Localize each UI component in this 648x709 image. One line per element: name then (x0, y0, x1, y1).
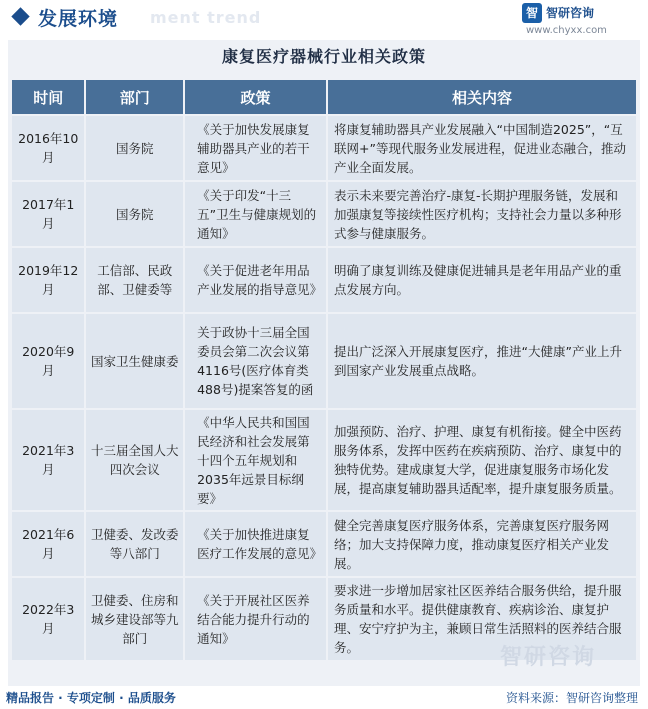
brand-url: www.chyxx.com (526, 25, 607, 36)
brand-logo-icon: 智 (522, 3, 542, 23)
table-row (12, 314, 636, 408)
section-title: 发展环境 (38, 8, 119, 30)
cell-content: 提出广泛深入开展康复医疗，推进“大健康”产业上升到国家产业发展重点战略。 (328, 314, 636, 408)
brand-name: 智研咨询 (546, 6, 595, 20)
cell-content: 要求进一步增加居家社区医养结合服务供给，提升服务质量和水平。提供健康教育、疾病诊治、康复护理、安宁疗护为主，兼顾日常生活照料的医养结合服务。 (328, 578, 636, 660)
cell-time: 2019年12月 (12, 248, 84, 312)
policy-panel (8, 40, 640, 686)
cell-dept: 国务院 (86, 182, 183, 246)
cell-time: 2016年10月 (12, 116, 84, 180)
cell-content: 将康复辅助器具产业发展融入“中国制造2025”，“互联网+”等现代服务业发展进程，促进业态融合，推动产业全面发展。 (328, 116, 636, 180)
table-row (12, 410, 636, 510)
footer-slogan: 精品报告 · 专项定制 · 品质服务 (6, 691, 176, 705)
page-header (0, 0, 648, 40)
cell-dept: 工信部、民政部、卫健委等 (86, 248, 183, 312)
cell-content: 加强预防、治疗、护理、康复有机衔接。健全中医药服务体系，发挥中医药在疾病预防、治疗、康复中的独特优势。建成康复大学，促进康复服务市场化发展，提高康复辅助器具适配率，提升康复服务质量。 (328, 410, 636, 510)
cell-dept: 十三届全国人大四次会议 (86, 410, 183, 510)
diamond-icon (11, 7, 29, 25)
header-watermark: ment trend (150, 8, 262, 27)
cell-policy: 《关于加快发展康复辅助器具产业的若干意见》 (185, 116, 326, 180)
brand-block (522, 3, 634, 39)
cell-time: 2021年3月 (12, 410, 84, 510)
corner-watermark: 智研咨询 (500, 645, 597, 670)
policy-table (10, 78, 638, 662)
cell-policy: 《关于印发“十三五”卫生与健康规划的通知》 (185, 182, 326, 246)
cell-time: 2017年1月 (12, 182, 84, 246)
footer-source: 资料来源：智研咨询整理 (505, 691, 638, 705)
table-header-row (12, 80, 636, 114)
cell-dept: 卫健委、发改委等八部门 (86, 512, 183, 576)
cell-policy: 《关于促进老年用品产业发展的指导意见》 (185, 248, 326, 312)
cell-policy: 《关于加快推进康复医疗工作发展的意见》 (185, 512, 326, 576)
column-header-time: 时间 (12, 80, 84, 114)
column-header-policy: 政策 (185, 80, 326, 114)
cell-policy: 关于政协十三届全国委员会第二次会议第4116号(医疗体育类488号)提案答复的函 (185, 314, 326, 408)
cell-time: 2021年6月 (12, 512, 84, 576)
cell-time: 2022年3月 (12, 578, 84, 660)
cell-content: 健全完善康复医疗服务体系，完善康复医疗服务网络；加大支持保障力度，推动康复医疗相关产业发展。 (328, 512, 636, 576)
table-row (12, 116, 636, 180)
cell-policy: 《中华人民共和国国民经济和社会发展第十四个五年规划和2035年远景目标纲要》 (185, 410, 326, 510)
column-header-content: 相关内容 (328, 80, 636, 114)
table-row (12, 182, 636, 246)
cell-content: 表示未来要完善治疗-康复-长期护理服务链，发展和加强康复等接续性医疗机构；支持社会力量以多种形式参与健康服务。 (328, 182, 636, 246)
column-header-dept: 部门 (86, 80, 183, 114)
table-row (12, 512, 636, 576)
cell-content: 明确了康复训练及健康促进辅具是老年用品产业的重点发展方向。 (328, 248, 636, 312)
page-footer (0, 686, 648, 709)
table-row (12, 248, 636, 312)
cell-dept: 卫健委、住房和城乡建设部等九部门 (86, 578, 183, 660)
cell-dept: 国务院 (86, 116, 183, 180)
cell-policy: 《关于开展社区医养结合能力提升行动的通知》 (185, 578, 326, 660)
cell-time: 2020年9月 (12, 314, 84, 408)
table-title: 康复医疗器械行业相关政策 (221, 47, 426, 66)
cell-dept: 国家卫生健康委 (86, 314, 183, 408)
